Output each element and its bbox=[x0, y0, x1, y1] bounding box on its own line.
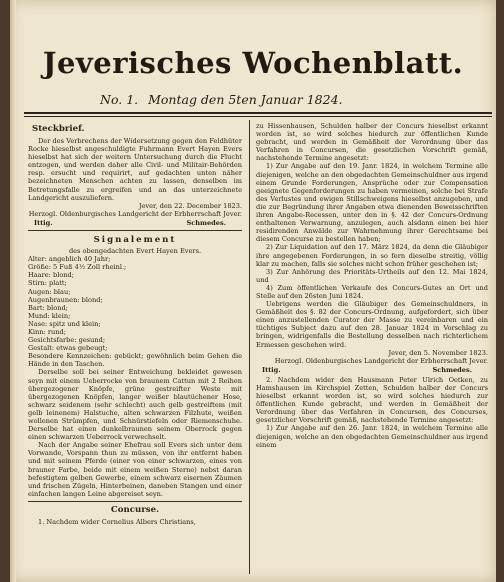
steckbrief-court: Herzogl. Oldenburgisches Landgericht der Erbherrschaft Jever. bbox=[28, 209, 242, 218]
steckbrief-date: Jever, den 22. December 1823. bbox=[138, 201, 242, 210]
concurs-date: Jever, den 5. November 1823. bbox=[388, 348, 488, 357]
concurse-text: 1. Nachdem wider Cornelius Albers Christians, bbox=[38, 517, 196, 526]
signalement-subtitle: des obengedachten Evert Hayen Evers. bbox=[68, 247, 202, 256]
heading-steckbrief: Steckbrief. bbox=[32, 124, 85, 134]
left-column bbox=[28, 122, 242, 526]
concurs-term-2: 2) Zur Liquidation auf den 17. März 1824, da denn die Gläubiger ihre angegebenen Forderungen, in so fern dieselbe streitig, völlig klar zu machen, falls sie solches nicht schon früher geschehen ist; bbox=[256, 243, 488, 268]
signalement-item: Kinn: rund; bbox=[28, 327, 66, 336]
escape-text: Nach der Angabe seiner Ehefrau soll Evers sich unter dem Vorwande, Vorspann thun zu müssen, von ihr entfernt haben und mit seinem Pferde (einer von einer schwarzen, eines von brauner Farbe, beide mit einem weißen Sterne) nebst daran befestigtem gelben Gewerbe, einem schwarz eisernen Zäumen und frischen Zügeln, Hinterbeinen, daneben Stangen und einer einfachen langen Leine abgereiset seyn. bbox=[28, 441, 242, 498]
signalement-item: Gesichtsfarbe: gesund; bbox=[28, 336, 106, 345]
issue-number: No. 1. bbox=[100, 92, 139, 107]
signature-ittig: Ittig. bbox=[34, 218, 53, 227]
signalement-item: Augenbraunen: blond; bbox=[28, 295, 103, 304]
newspaper-page bbox=[10, 0, 496, 582]
section-rule bbox=[28, 230, 242, 231]
signalement-item: Alter: angeblich 40 Jahr; bbox=[28, 255, 111, 264]
concurs-signatures bbox=[256, 366, 488, 374]
signalement-item: Nase: spitz und klein; bbox=[28, 319, 101, 328]
signalement-item: Größe: 5 Fuß 4½ Zoll rheinl.; bbox=[28, 263, 127, 272]
column-divider bbox=[249, 120, 250, 574]
heading-signalement: Signalement bbox=[93, 235, 177, 246]
concurs-term-1: 1) Zur Angabe auf den 19. Janr. 1824, in welchem Termine alle diejenigen, welche an den obgedachten Gemeinschuldner aus irgend einem Grunde Forderungen, Ansprüche oder zur Compensation geeignete Gegenforderungen zu haben vermeinen, solche bei Strafe des Verlustes und ewigen Stillschweigens hieselbst anzugeben, und die zur Begründung ihrer Angaben etwa dienenden Beweisschriften ihren Angabe-Recessen, unter den in §. 42 der Concurs-Ordnung enthaltenen Verwarnung, anzulegen, auch alsdann einen bei hier residirenden Anwälde zur Wahrnehmung ihrer Gerechtsame bei diesem Concurse zu bestellen haben; bbox=[256, 162, 488, 244]
concurs-2-intro: 2. Nachdem wider den Hausmann Peter Ulrich Oetken, zu Hamshausen im Kirchspiel Zetten, Schulden halber der Concurs hieselbst erkannt worden ist, so wird solches hiedurch zur öffentlichen Kunde gebracht, und werden in Gemäßheit der Verordnung über das Verfahren in Concursen, des Concurses, gesetzlicher Vorschrift gemäß, nachstehende Termine angesetzt: bbox=[256, 375, 488, 425]
steckbrief-text: Der des Verbrechens der Widersetzung gegen den Feldhüter Rocke hieselbst angeschuldigte Fuhrmann Evert Hayen Evers hieselbst hat sich der weitern Untersuchung durch die Flucht entzogen, und werden daher alle Civil- und Militair-Behörden resp. ersucht und requirirt, auf gedachten unten näher bezeichneten Menschen achten zu lassen, denselben im Betretungsfalle zu ergreifen und an das unterzeichnete Landgericht auszuliefern. bbox=[28, 137, 242, 202]
right-column bbox=[256, 122, 488, 449]
signalement-item: Besondere Kennzeichen: gebückt; gewöhnlich beim Gehen die Hände in den Taschen. bbox=[28, 352, 242, 369]
concurs-term-3: 3) Zur Anhörung des Prioritäts-Urtheils auf den 12. Mai 1824, und bbox=[256, 267, 488, 284]
clothing-text: Derselbe soll bei seiner Entweichung bekleidet gewesen seyn mit einem Ueberrocke von braunem Cattun mit 2 Reihen übergezogener Knöpfe, grüne gestreifter Weste mit übergezogenen Knöpfen, langer weißer blautüchener Hose, schwarz seidenem (sehr schlecht) auch gelb gestreiftem (mit gelb leinenem) Halstuche, alten schwarzen Filzhute, weißen wollenen Strümpfen, und Schnürstiefeln oder Riemenschuhe. Derselbe hat einen dunkelbraunen seinem Oberrock gegen einen schwarzen Ueberrock verwechselt. bbox=[28, 368, 242, 442]
signature-schmedes: Schmedes. bbox=[186, 218, 226, 227]
signalement-list bbox=[28, 255, 242, 368]
signalement-item: Haare: blond; bbox=[28, 271, 74, 280]
masthead-rule bbox=[24, 112, 492, 114]
heading-concurse: Concurse. bbox=[110, 504, 160, 515]
signalement-item: Mund: klein; bbox=[28, 311, 71, 320]
concurs-2-term-1: 1) Zur Angabe auf den 26. Janr. 1824, in welchem Termine alle diejenigen, welche an den obgedachten Gemeinschuldner aus irgend einem bbox=[256, 424, 488, 449]
signalement-item: Gestalt: etwas gebeugt; bbox=[28, 344, 108, 353]
masthead-title: Jeverisches Wochenblatt. bbox=[42, 46, 464, 80]
issue-line bbox=[100, 92, 349, 107]
concurs-intro: zu Hissenhausen, Schulden halber der Concurs hieselbst erkannt worden ist, so wird solches hiedurch zur öffentlichen Kunde gebracht, und werden in Gemäßheit der Verordnung über das Verfahren in Concursen, die gesetzlichen Vorschrift gemäß, nachstehende Termine angesetzt: bbox=[256, 122, 488, 163]
signalement-item: Augen: blau; bbox=[28, 287, 71, 296]
signature-ittig: Ittig. bbox=[262, 365, 281, 374]
issue-date: Montag den 5ten Januar 1824. bbox=[148, 92, 343, 107]
concurs-court: Herzogl. Oldenburgisches Landgericht der Erbherrschaft Jever. bbox=[274, 356, 488, 365]
concurs-term-4: 4) Zum öffentlichen Verkaufe des Concurs-Gutes an Ort und Stelle auf den 26sten Juni 1824. bbox=[256, 283, 488, 300]
concurs-curator: Uebrigens werden die Gläubiger des Gemeinschuldners, in Gemäßheit des §. 82 der Concurs-Ordnung, aufgefordert, sich über einen anzustellenden Curator der Masse zu vereinbaren und ein tüchtiges Subject dazu auf den 28. Januar 1824 in Vorschlag zu bringen, widrigenfalls die Bestellung desselben nach richterlichem Ermessen geschehen wird. bbox=[256, 300, 488, 349]
section-rule bbox=[28, 501, 242, 502]
masthead-rule-thin bbox=[24, 116, 492, 117]
steckbrief-signatures bbox=[28, 219, 242, 227]
signalement-item: Stirn: platt; bbox=[28, 279, 67, 288]
signalement-item: Bart: blond; bbox=[28, 303, 68, 312]
signature-schmedes: Schmedes. bbox=[432, 365, 472, 374]
